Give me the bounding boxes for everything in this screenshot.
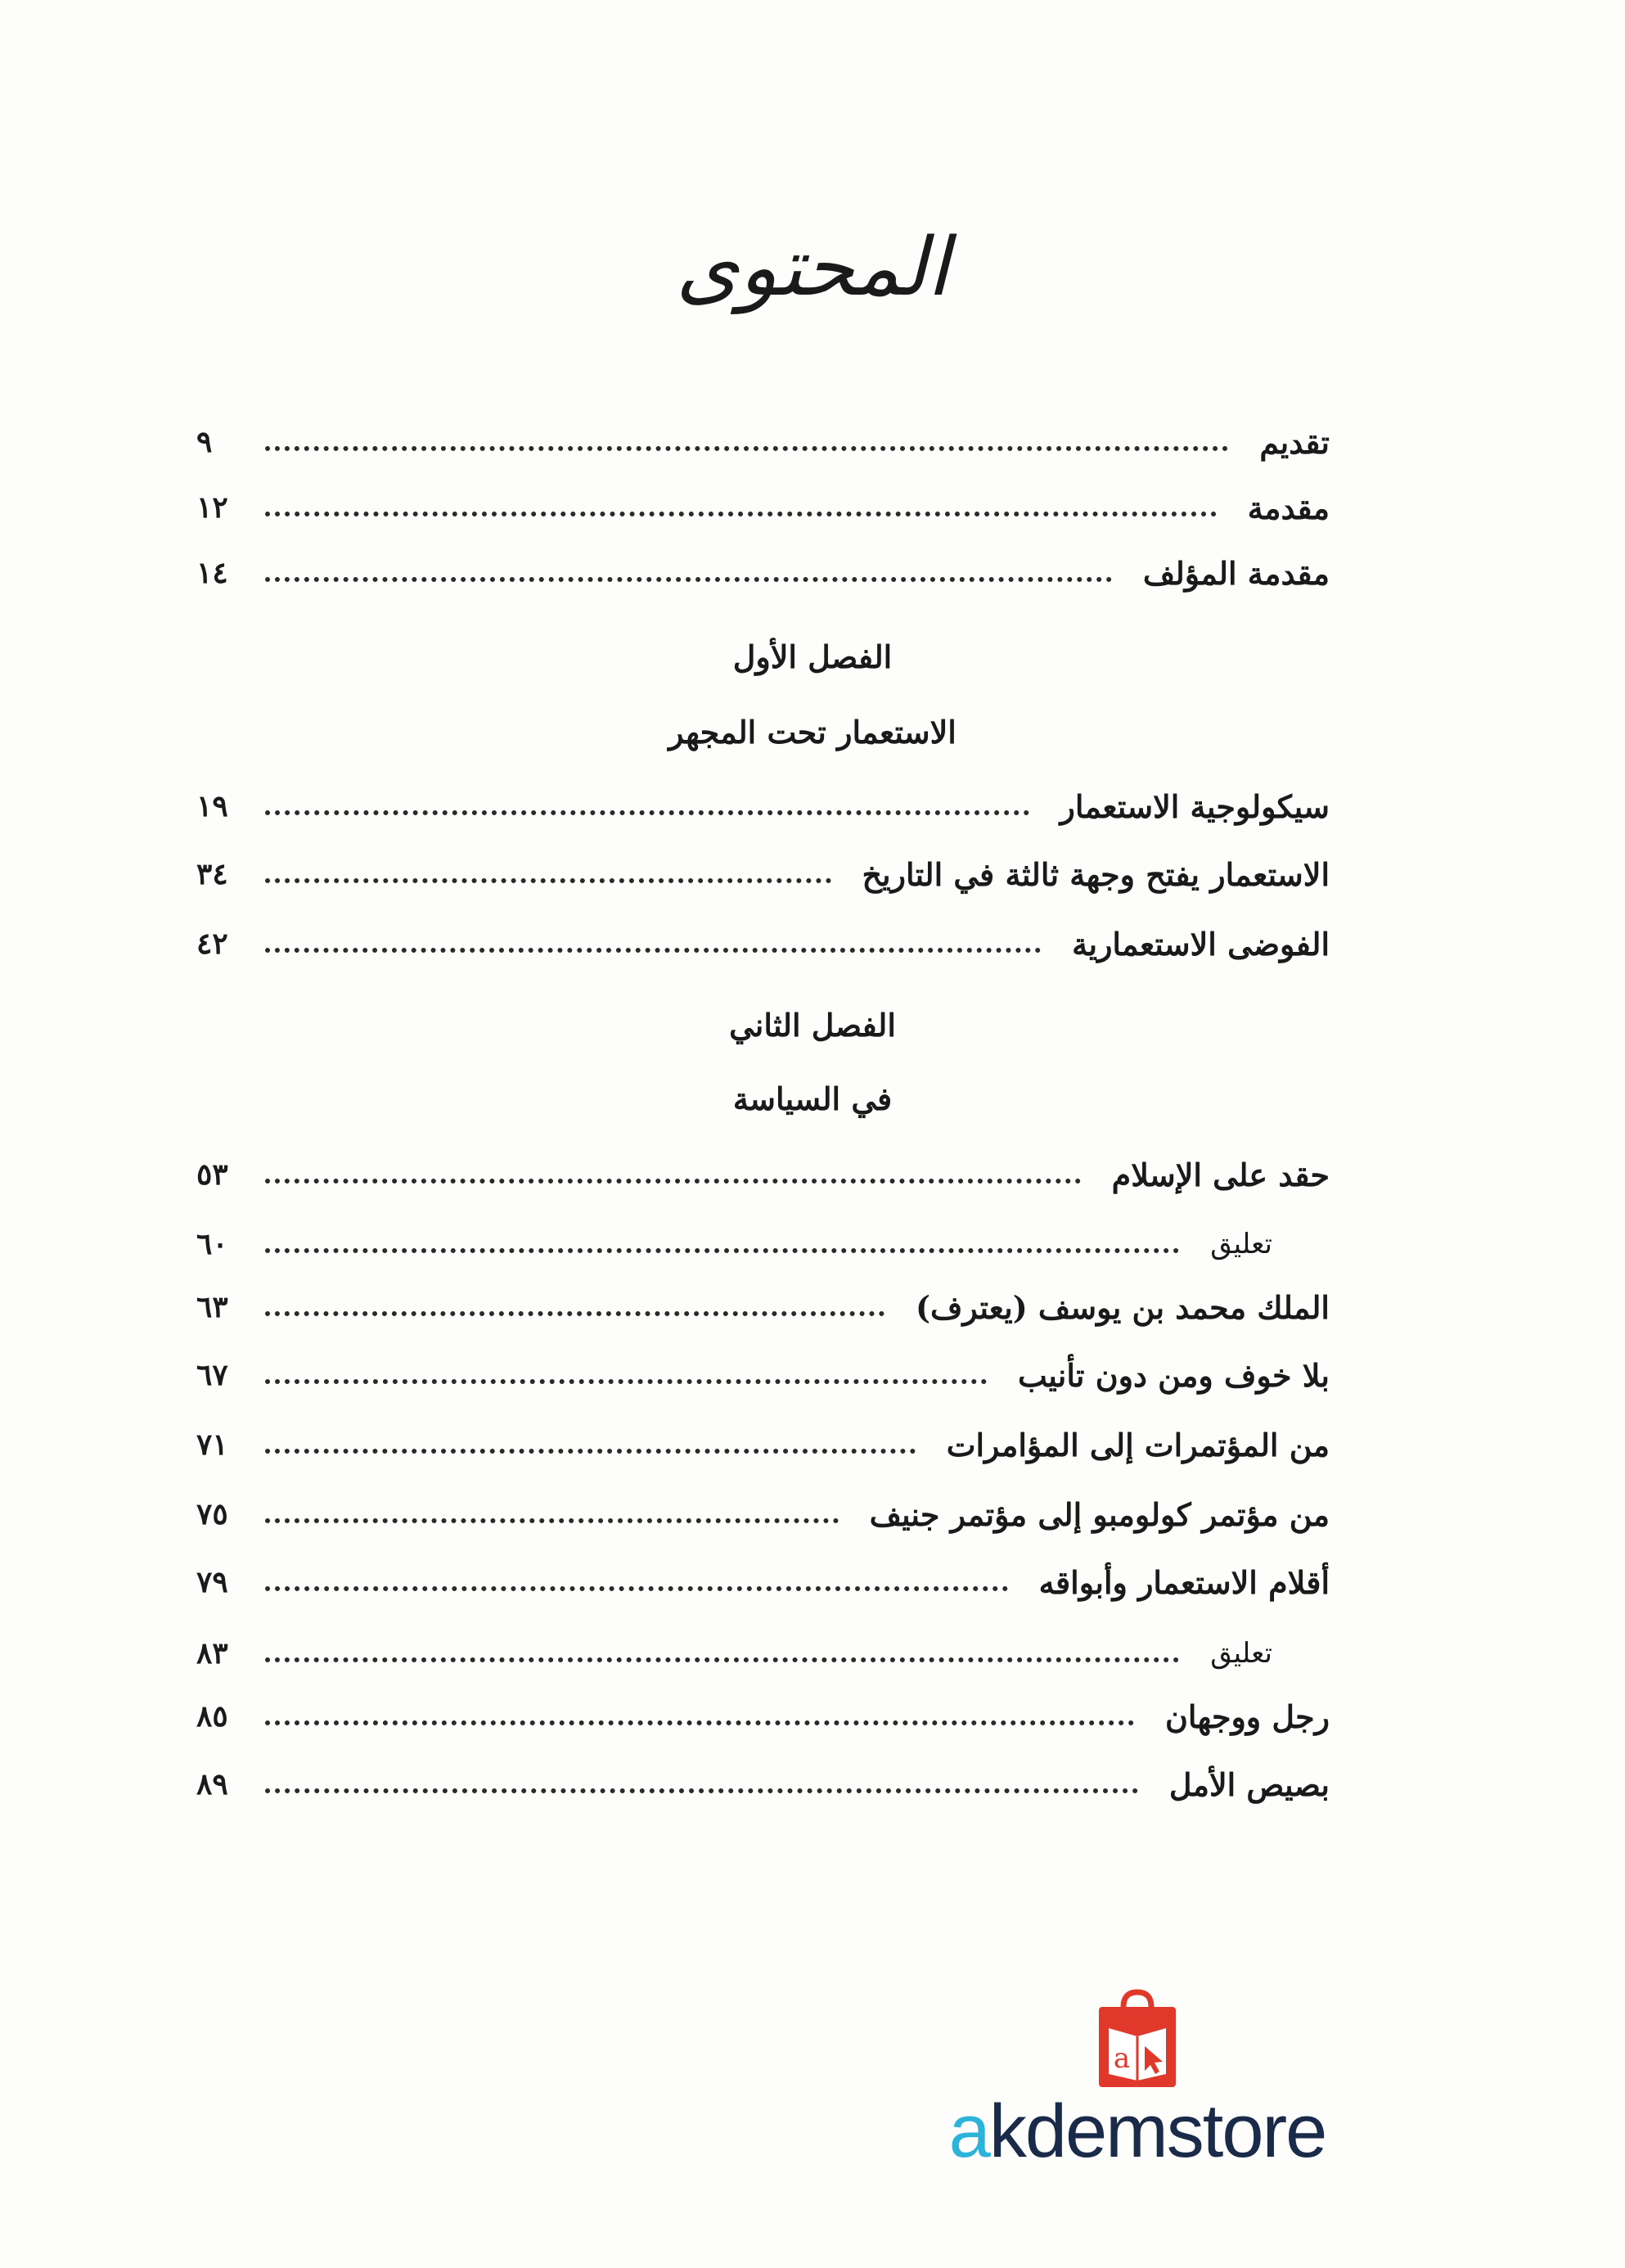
leader-dots [265, 948, 1041, 953]
leader-dots [265, 577, 1112, 582]
toc-entry-page: ٧٩ [196, 1565, 228, 1599]
leader-dots [265, 878, 831, 883]
toc-entry-page: ٨٩ [196, 1767, 228, 1801]
leader-dots [265, 1311, 885, 1316]
toc-entry-title: تعليق [1191, 1637, 1330, 1670]
toc-entry-title: مقدمة [1228, 489, 1330, 526]
toc-entry-page: ٥٣ [196, 1157, 228, 1192]
brand-wordmark [925, 2090, 1350, 2173]
chapter-2-label: الفصل الثاني [729, 1007, 896, 1044]
leader-dots [265, 1788, 1138, 1793]
toc-entry-page: ٧١ [196, 1427, 228, 1462]
toc-entry-page: ٤٢ [196, 927, 228, 961]
toc-entry[interactable] [196, 1278, 1330, 1336]
leader-dots [265, 1449, 916, 1454]
toc-entry-title: بصيص الأمل [1150, 1766, 1330, 1803]
chapter-1-label: الفصل الأول [732, 638, 893, 675]
brand-wordmark-accent: a [948, 2090, 989, 2173]
toc-entry[interactable] [196, 1756, 1330, 1813]
toc-entry-page: ٧٥ [196, 1497, 228, 1531]
toc-entry-title: من مؤتمر كولومبو إلى مؤتمر جنيف [850, 1496, 1330, 1533]
toc-entry-comment[interactable] [196, 1625, 1330, 1682]
toc-entry-comment[interactable] [196, 1215, 1330, 1273]
leader-dots [265, 1248, 1179, 1253]
toc-entry[interactable] [196, 915, 1330, 972]
toc-entry-muqaddima[interactable] [196, 479, 1330, 536]
toc-entry-taqdim[interactable] [196, 413, 1330, 471]
leader-dots [265, 1518, 839, 1523]
brand-logo[interactable] [925, 1989, 1350, 2173]
toc-entry-author-intro[interactable] [196, 544, 1330, 602]
toc-entry[interactable] [196, 1688, 1330, 1745]
toc-entry[interactable] [196, 1553, 1330, 1611]
toc-entry-title: الفوضى الاستعمارية [1052, 926, 1330, 963]
toc-entry-title: رجل ووجهان [1146, 1698, 1330, 1735]
toc-entry-page: ١٤ [196, 556, 228, 590]
toc-entry[interactable] [196, 778, 1330, 835]
toc-entry[interactable] [196, 1146, 1330, 1203]
toc-entry-page: ٦٣ [196, 1290, 228, 1324]
leader-dots [265, 1657, 1179, 1662]
toc-entry-page: ١٢ [196, 490, 228, 525]
leader-dots [265, 1586, 1008, 1591]
leader-dots [265, 1179, 1081, 1184]
toc-entry-title: سيكولوجية الاستعمار [1041, 788, 1330, 825]
leader-dots [265, 1720, 1134, 1725]
toc-entry[interactable] [196, 1416, 1330, 1473]
toc-entry-title: الملك محمد بن يوسف (يعترف) [896, 1289, 1330, 1326]
shopping-bag-book-icon [1092, 1989, 1182, 2091]
toc-entry-page: ٨٥ [196, 1699, 228, 1734]
chapter-1-subtitle: الاستعمار تحت المجهر [668, 714, 957, 751]
toc-entry-title: حقد على الإسلام [1092, 1157, 1330, 1193]
toc-entry-title: مقدمة المؤلف [1123, 555, 1330, 592]
toc-entry-title: تقديم [1240, 424, 1330, 461]
leader-dots [265, 512, 1217, 516]
toc-entry-title: من المؤتمرات إلى المؤامرات [927, 1427, 1330, 1463]
toc-entry-title: بلا خوف ومن دون تأنيب [998, 1357, 1330, 1394]
toc-entry-title: الاستعمار يفتح وجهة ثالثة في التاريخ [843, 856, 1330, 893]
leader-dots [265, 810, 1029, 815]
toc-entry[interactable] [196, 1486, 1330, 1543]
toc-entry-page: ١٩ [196, 789, 228, 823]
leader-dots [265, 446, 1228, 451]
chapter-2-subtitle: في السياسة [732, 1080, 893, 1117]
toc-entry-page: ٩ [196, 425, 213, 459]
toc-entry-page: ٨٣ [196, 1636, 228, 1671]
toc-entry-page: ٦٠ [196, 1227, 228, 1261]
svg-text:a: a [1113, 2042, 1131, 2075]
toc-entry[interactable] [196, 1346, 1330, 1404]
toc-entry-page: ٦٧ [196, 1358, 228, 1392]
brand-wordmark-rest: kdemstore [988, 2090, 1326, 2173]
leader-dots [265, 1379, 987, 1384]
toc-entry[interactable] [196, 845, 1330, 903]
toc-entry-title: أقلام الاستعمار وأبواقه [1020, 1564, 1330, 1601]
page-title: المحتوى [676, 221, 949, 314]
toc-entry-page: ٣٤ [196, 857, 228, 891]
toc-entry-title: تعليق [1191, 1228, 1330, 1260]
